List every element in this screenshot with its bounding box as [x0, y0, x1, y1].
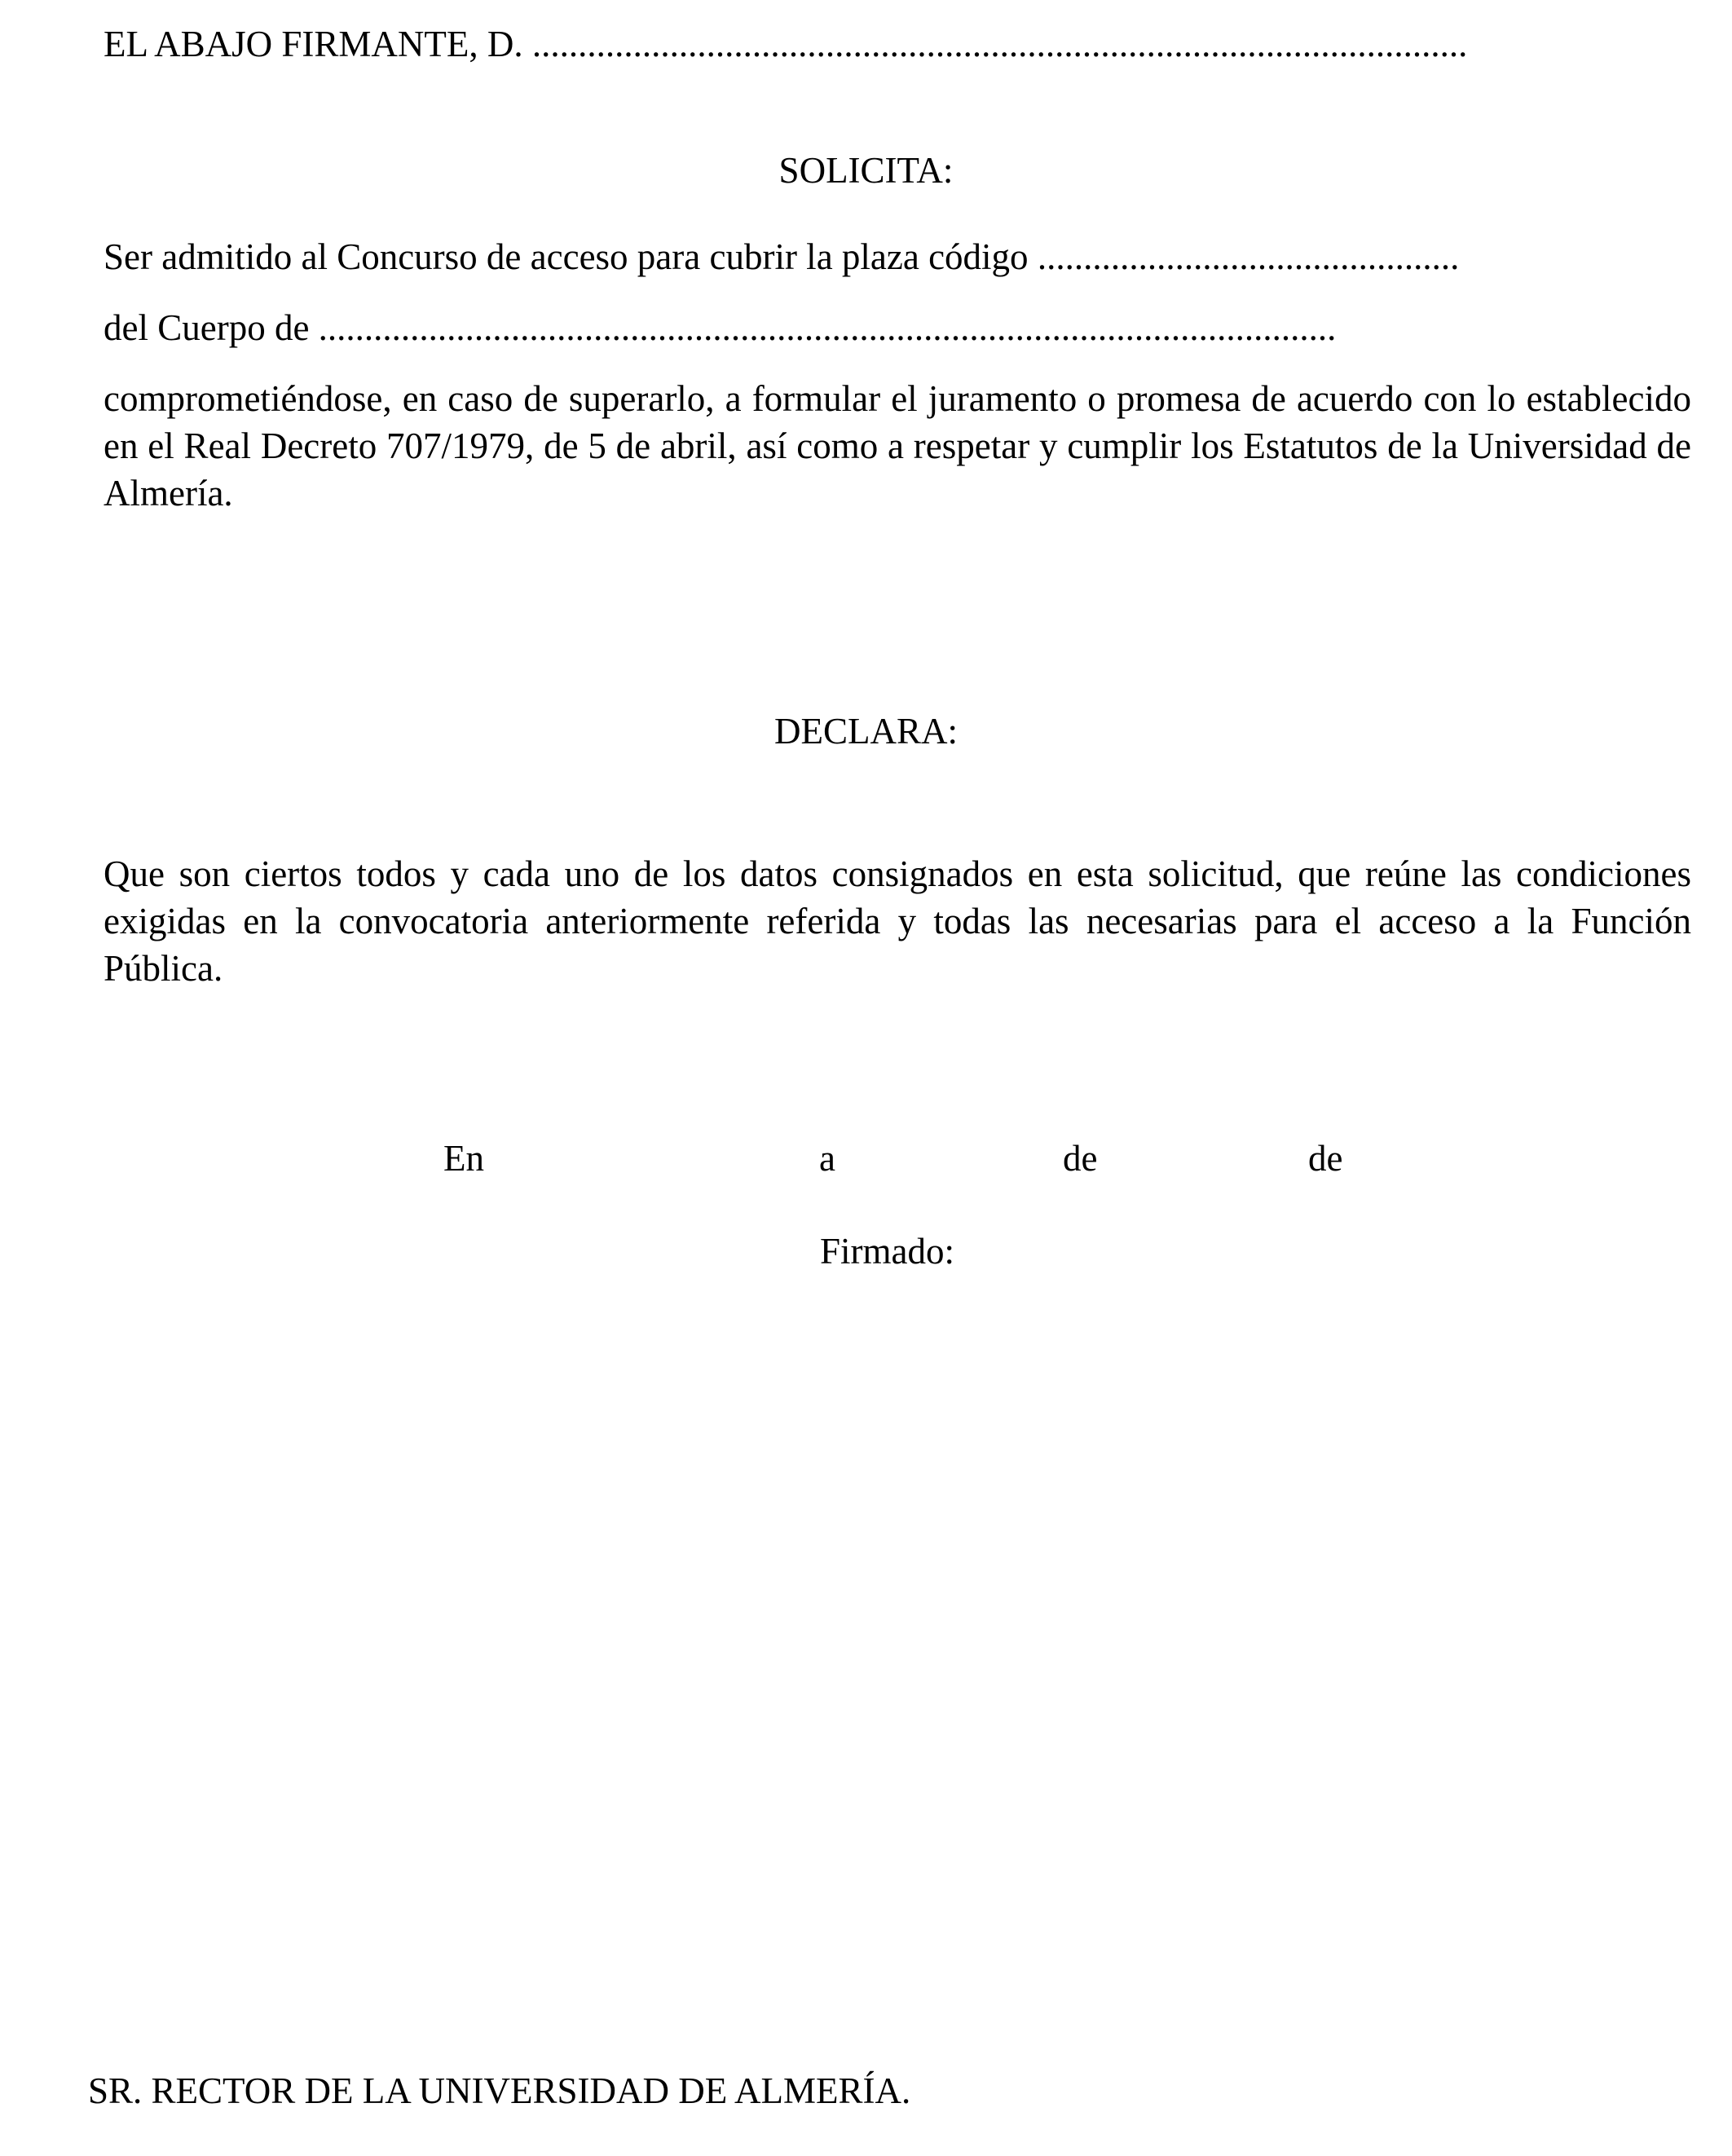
cuerpo-label: del Cuerpo de — [104, 307, 310, 348]
undersigned-line — [104, 20, 1467, 68]
plaza-code-field[interactable]: .............................................. — [1037, 236, 1460, 277]
date-year-word: de — [1308, 1138, 1343, 1179]
date-month-word: de — [1063, 1138, 1098, 1179]
solicita-heading: SOLICITA: — [778, 150, 954, 191]
date-place-word: En — [443, 1138, 484, 1179]
undersigned-name-field[interactable]: ...................................................................................................... — [531, 24, 1468, 64]
cuerpo-line — [104, 304, 1336, 351]
plaza-code-line — [104, 233, 1459, 280]
signature-label: Firmado: — [820, 1231, 954, 1272]
undersigned-label: EL ABAJO FIRMANTE, D. — [104, 24, 523, 64]
date-day-word: a — [819, 1138, 835, 1179]
plaza-code-label: Ser admitido al Concurso de acceso para cubrir la plaza código — [104, 236, 1029, 277]
cuerpo-field[interactable]: ............................................................................................................... — [318, 307, 1337, 348]
commitment-paragraph: comprometiéndose, en caso de superarlo, a formular el juramento o promesa de acuerdo con lo establecido en el Real Decreto 707/1979, de 5 de abril, así como a respetar y cumplir los Estatutos de la Universidad de Almería. — [104, 378, 1691, 514]
addressee-line: SR. RECTOR DE LA UNIVERSIDAD DE ALMERÍA. — [88, 2070, 911, 2111]
declaration-paragraph: Que son ciertos todos y cada uno de los datos consignados en esta solicitud, que reúne las condiciones exigidas en la convocatoria anteriormente referida y todas las necesarias para el acceso a la Función Pública. — [104, 853, 1691, 989]
declara-heading: DECLARA: — [774, 711, 958, 752]
